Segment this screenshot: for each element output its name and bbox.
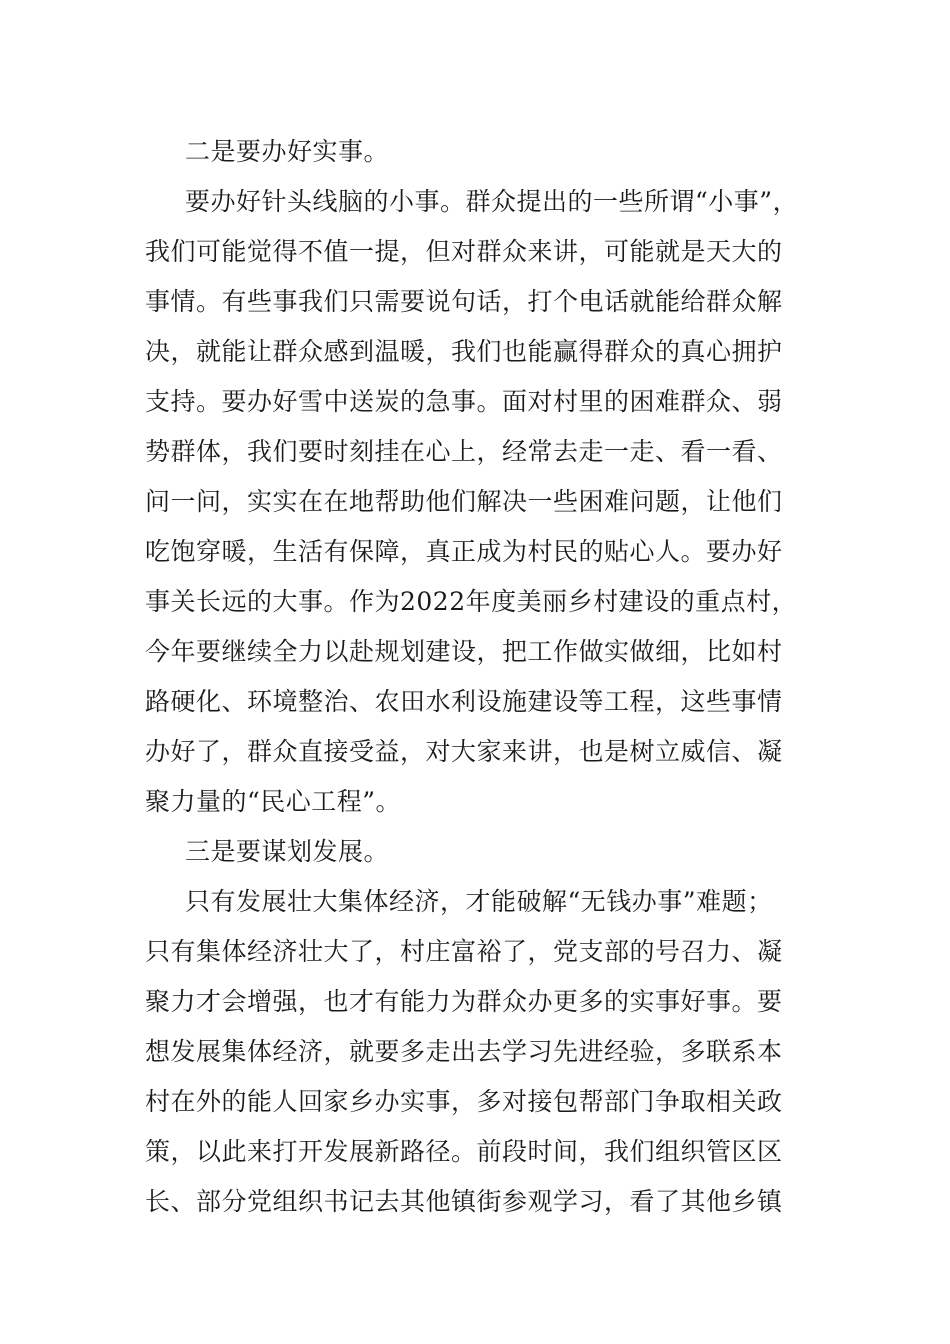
paragraph-line: 只有发展壮大集体经济，才能破解“无钱办事”难题； [185,887,773,916]
paragraph-line: 今年要继续全力以赴规划建设，把工作做实做细，比如村 [145,637,783,666]
paragraph-line: 路硬化、环境整治、农田水利设施建设等工程，这些事情 [145,687,783,716]
paragraph-line: 聚力才会增强，也才有能力为群众办更多的实事好事。要 [145,987,783,1016]
paragraph-line: 事情。有些事我们只需要说句话，打个电话就能给群众解 [145,287,783,316]
paragraph-line: 要办好针头线脑的小事。群众提出的一些所谓“小事”， [185,187,799,216]
paragraph-line: 支持。要办好雪中送炭的急事。面对村里的困难群众、弱 [145,387,783,416]
paragraph-line: 想发展集体经济，就要多走出去学习先进经验，多联系本 [145,1037,783,1066]
paragraph-line: 办好了，群众直接受益，对大家来讲，也是树立威信、凝 [145,737,783,766]
paragraph-line: 吃饱穿暖，生活有保障，真正成为村民的贴心人。要办好 [145,537,783,566]
paragraph-line: 策，以此来打开发展新路径。前段时间，我们组织管区区 [145,1137,783,1166]
paragraph-line: 势群体，我们要时刻挂在心上，经常去走一走、看一看、 [145,437,783,466]
paragraph-line: 聚力量的“民心工程”。 [145,787,402,816]
section-heading-two: 二是要办好实事。 [185,137,390,166]
paragraph-line: 事关长远的大事。作为2022年度美丽乡村建设的重点村， [145,587,798,616]
paragraph-line: 问一问，实实在在地帮助他们解决一些困难问题，让他们 [145,487,783,516]
paragraph-line: 只有集体经济壮大了，村庄富裕了，党支部的号召力、凝 [145,937,783,966]
section-heading-three: 三是要谋划发展。 [185,837,390,866]
paragraph-line: 长、部分党组织书记去其他镇街参观学习，看了其他乡镇 [145,1187,783,1216]
paragraph-line: 我们可能觉得不值一提，但对群众来讲，可能就是天大的 [145,237,783,266]
paragraph-line: 村在外的能人回家乡办实事，多对接包帮部门争取相关政 [145,1087,783,1116]
paragraph-line: 决，就能让群众感到温暖，我们也能赢得群众的真心拥护 [145,337,783,366]
